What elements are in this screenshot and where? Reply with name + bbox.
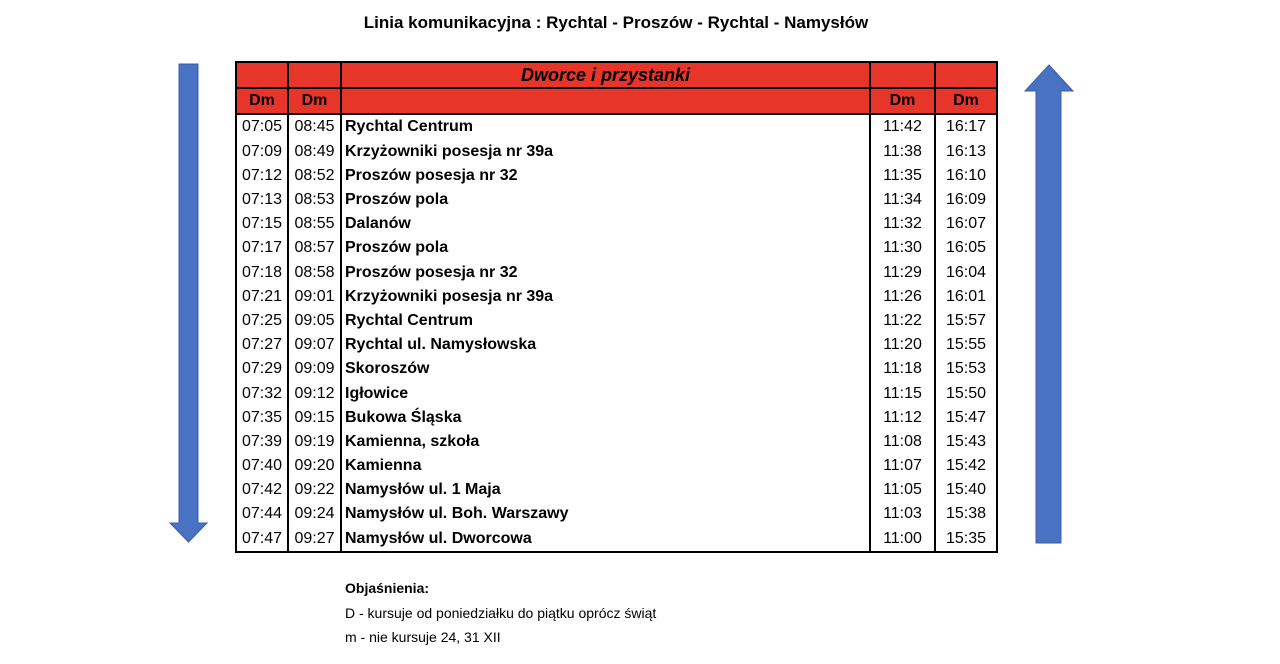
return-time-1: 11:15 xyxy=(870,381,935,405)
departure-time-2: 09:01 xyxy=(288,285,341,309)
notes-heading: Objaśnienia: xyxy=(345,580,430,596)
header-stops-title: Dworce i przystanki xyxy=(341,62,870,88)
return-time-1: 11:18 xyxy=(870,357,935,381)
departure-time-2: 09:24 xyxy=(288,502,341,526)
departure-time-1: 07:29 xyxy=(236,357,288,381)
table-row xyxy=(236,502,997,526)
table-row xyxy=(236,381,997,405)
notes-line-m: m - nie kursuje 24, 31 XII xyxy=(345,629,501,645)
departure-time-1: 07:09 xyxy=(236,140,288,164)
departure-time-2: 08:45 xyxy=(288,114,341,139)
stop-name: Proszów posesja nr 32 xyxy=(341,261,870,285)
return-time-1: 11:26 xyxy=(870,285,935,309)
stop-name: Krzyżowniki posesja nr 39a xyxy=(341,140,870,164)
departure-time-1: 07:12 xyxy=(236,164,288,188)
stop-name: Namysłów ul. 1 Maja xyxy=(341,478,870,502)
departure-time-2: 09:22 xyxy=(288,478,341,502)
header-day-col5: Dm xyxy=(935,88,997,114)
return-time-2: 15:55 xyxy=(935,333,997,357)
arrow-down-icon xyxy=(168,63,210,545)
table-row xyxy=(236,333,997,357)
return-time-2: 15:57 xyxy=(935,309,997,333)
table-row xyxy=(236,261,997,285)
departure-time-2: 09:27 xyxy=(288,527,341,552)
return-time-1: 11:20 xyxy=(870,333,935,357)
return-time-1: 11:42 xyxy=(870,114,935,139)
table-row xyxy=(236,140,997,164)
return-time-2: 15:42 xyxy=(935,454,997,478)
page-title: Linia komunikacyjna : Rychtal - Proszów - Rychtal - Namysłów xyxy=(363,13,869,32)
stop-name: Bukowa Śląska xyxy=(341,406,870,430)
departure-time-1: 07:40 xyxy=(236,454,288,478)
return-time-2: 16:07 xyxy=(935,212,997,236)
header-cell-empty xyxy=(236,62,288,88)
stop-name: Namysłów ul. Boh. Warszawy xyxy=(341,502,870,526)
departure-time-1: 07:05 xyxy=(236,114,288,139)
departure-time-2: 09:09 xyxy=(288,357,341,381)
arrow-down-shape xyxy=(170,64,207,542)
stop-name: Proszów posesja nr 32 xyxy=(341,164,870,188)
return-time-2: 16:13 xyxy=(935,140,997,164)
header-row-top xyxy=(236,62,997,88)
header-day-col4: Dm xyxy=(870,88,935,114)
departure-time-2: 08:57 xyxy=(288,236,341,260)
return-time-2: 16:17 xyxy=(935,114,997,139)
return-time-2: 16:05 xyxy=(935,236,997,260)
departure-time-1: 07:42 xyxy=(236,478,288,502)
departure-time-1: 07:25 xyxy=(236,309,288,333)
departure-time-1: 07:15 xyxy=(236,212,288,236)
table-row xyxy=(236,478,997,502)
stop-name: Proszów pola xyxy=(341,236,870,260)
return-time-2: 15:35 xyxy=(935,527,997,552)
timetable xyxy=(235,61,998,553)
table-row xyxy=(236,454,997,478)
header-row-days xyxy=(236,88,997,114)
return-time-1: 11:07 xyxy=(870,454,935,478)
stop-name: Namysłów ul. Dworcowa xyxy=(341,527,870,552)
stop-name: Skoroszów xyxy=(341,357,870,381)
departure-time-2: 09:15 xyxy=(288,406,341,430)
return-time-2: 16:10 xyxy=(935,164,997,188)
departure-time-2: 09:19 xyxy=(288,430,341,454)
return-time-1: 11:29 xyxy=(870,261,935,285)
legend-notes xyxy=(345,580,656,653)
return-time-1: 11:00 xyxy=(870,527,935,552)
departure-time-1: 07:44 xyxy=(236,502,288,526)
table-row xyxy=(236,212,997,236)
stop-name: Rychtal ul. Namysłowska xyxy=(341,333,870,357)
departure-time-2: 09:05 xyxy=(288,309,341,333)
departure-time-2: 08:53 xyxy=(288,188,341,212)
return-time-1: 11:35 xyxy=(870,164,935,188)
table-row xyxy=(236,285,997,309)
header-cell-empty xyxy=(288,62,341,88)
stop-name: Dalanów xyxy=(341,212,870,236)
return-time-1: 11:38 xyxy=(870,140,935,164)
return-time-2: 15:53 xyxy=(935,357,997,381)
stop-name: Kamienna xyxy=(341,454,870,478)
table-row xyxy=(236,114,997,139)
notes-line-d: D - kursuje od poniedziałku do piątku oprócz świąt xyxy=(345,605,657,621)
table-row xyxy=(236,236,997,260)
return-time-1: 11:34 xyxy=(870,188,935,212)
departure-time-1: 07:21 xyxy=(236,285,288,309)
stop-name: Rychtal Centrum xyxy=(341,114,870,139)
stop-name: Krzyżowniki posesja nr 39a xyxy=(341,285,870,309)
return-time-2: 16:01 xyxy=(935,285,997,309)
return-time-1: 11:22 xyxy=(870,309,935,333)
stop-name: Kamienna, szkoła xyxy=(341,430,870,454)
header-cell-empty xyxy=(341,88,870,114)
header-cell-empty xyxy=(870,62,935,88)
return-time-2: 15:47 xyxy=(935,406,997,430)
return-time-2: 16:09 xyxy=(935,188,997,212)
departure-time-2: 08:58 xyxy=(288,261,341,285)
return-time-2: 15:38 xyxy=(935,502,997,526)
table-row xyxy=(236,164,997,188)
return-time-2: 15:40 xyxy=(935,478,997,502)
departure-time-1: 07:47 xyxy=(236,527,288,552)
departure-time-1: 07:13 xyxy=(236,188,288,212)
table-row xyxy=(236,188,997,212)
return-time-2: 15:50 xyxy=(935,381,997,405)
departure-time-2: 09:20 xyxy=(288,454,341,478)
return-time-1: 11:05 xyxy=(870,478,935,502)
return-time-1: 11:08 xyxy=(870,430,935,454)
departure-time-1: 07:27 xyxy=(236,333,288,357)
departure-time-1: 07:39 xyxy=(236,430,288,454)
stop-name: Igłowice xyxy=(341,381,870,405)
header-day-col1: Dm xyxy=(236,88,288,114)
table-row xyxy=(236,406,997,430)
return-time-1: 11:32 xyxy=(870,212,935,236)
return-time-1: 11:12 xyxy=(870,406,935,430)
departure-time-1: 07:32 xyxy=(236,381,288,405)
departure-time-1: 07:18 xyxy=(236,261,288,285)
return-time-2: 16:04 xyxy=(935,261,997,285)
table-row xyxy=(236,527,997,552)
stop-name: Proszów pola xyxy=(341,188,870,212)
return-time-1: 11:03 xyxy=(870,502,935,526)
departure-time-2: 08:52 xyxy=(288,164,341,188)
arrow-up-icon xyxy=(1023,64,1075,546)
departure-time-1: 07:35 xyxy=(236,406,288,430)
departure-time-2: 08:49 xyxy=(288,140,341,164)
departure-time-2: 08:55 xyxy=(288,212,341,236)
table-row xyxy=(236,309,997,333)
return-time-2: 15:43 xyxy=(935,430,997,454)
departure-time-1: 07:17 xyxy=(236,236,288,260)
departure-time-2: 09:12 xyxy=(288,381,341,405)
header-day-col2: Dm xyxy=(288,88,341,114)
table-row xyxy=(236,357,997,381)
table-row xyxy=(236,430,997,454)
stop-name: Rychtal Centrum xyxy=(341,309,870,333)
header-cell-empty xyxy=(935,62,997,88)
departure-time-2: 09:07 xyxy=(288,333,341,357)
arrow-up-shape xyxy=(1025,65,1073,543)
return-time-1: 11:30 xyxy=(870,236,935,260)
